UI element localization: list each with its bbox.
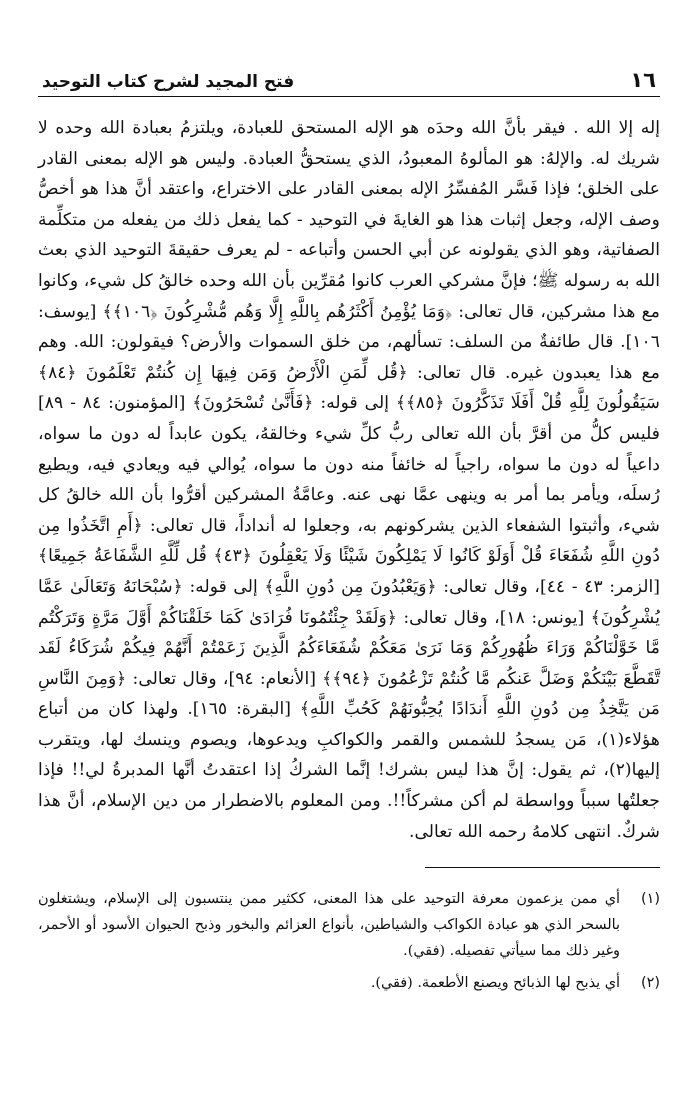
footnote-number: (٢) [641, 975, 660, 992]
page-number: ١٦ [630, 68, 656, 92]
footnotes [38, 886, 660, 996]
book-title: فتح المجيد لشرح كتاب التوحيد [42, 72, 295, 92]
footnote-text: أي يذبح لها الذبائح ويصنع الأطعمة. (فقي). [370, 975, 620, 992]
main-text [38, 113, 660, 847]
body-paragraph: إله إلا الله . فيقر بأنَّ الله وحدَه هو الإله المستحق للعبادة، ويلتزمُ بعبادة الله وحده لا شريك له. والإلهُ: هو المألوهُ المعبودُ، الذي يستحقُّ العبادة. وليس هو الإله بمعنى القادر على الخلق؛ فإذا فَسَّر المُفسِّرُ الإله بمعنى القادر على الاختراع، واعتقد أنَّ هذا هو أخصُّ وصف الإله، وجعل إثبات هذا هو الغايةَ في التوحيد - كما يفعل ذلك من يفعله من متكلِّمة الصفاتية، وهو الذي يقولونه عن أبي الحسن وأتباعه - لم يعرف حقيقةَ التوحيد الذي بعث الله به رسوله ﷺ؛ فإنَّ مشركي العرب كانوا مُقرِّين بأن الله وحده خالقُ كل شيء، وكانوا مع هذا مشركين، قال تعالى: ﴿وَمَا يُؤْمِنُ أَكْثَرُهُم بِاللَّهِ إِلَّا وَهُم مُّشْرِكُونَ ﴿١٠٦﴾﴾ [يوسف: ١٠٦]. قال طائفةٌ من السلف: تسألهم، من خلق السموات والأرض؟ فيقولون: الله. وهم مع هذا يعبدون غيره. قال تعالى: ﴿قُل لِّمَنِ الْأَرْضُ وَمَن فِيهَا إِن كُنتُمْ تَعْلَمُونَ ﴿٨٤﴾ سَيَقُولُونَ لِلَّهِ قُلْ أَفَلَا تَذَكَّرُونَ ﴿٨٥﴾﴾ إلى قوله: ﴿فَأَنَّىٰ تُسْحَرُونَ﴾ [المؤمنون: ٨٤ - ٨٩] فليس كلُّ من أقرَّ بأن الله تعالى ربُّ كلِّ شيء وخالقهُ، يكون عابداً له دون ما سواه، داعياً له دون ما سواه، راجياً له خائفاً منه دون ما سواه، يُوالي فيه ويعادي فيه، ويطيع رُسلَه، ويأمر بما أمر به وينهى عمَّا نهى عنه. وعامَّةُ المشركين أقرُّوا بأن الله خالقُ كل شيء، وأثبتوا الشفعاء الذين يشركونهم به، وجعلوا له أنداداً، قال تعالى: ﴿أَمِ اتَّخَذُوا مِن دُونِ اللَّهِ شُفَعَاءَ قُلْ أَوَلَوْ كَانُوا لَا يَمْلِكُونَ شَيْئًا وَلَا يَعْقِلُونَ ﴿٤٣﴾ قُل لِّلَّهِ الشَّفَاعَةُ جَمِيعًا﴾ [الزمر: ٤٣ - ٤٤]، وقال تعالى: ﴿وَيَعْبُدُونَ مِن دُونِ اللَّهِ﴾ إلى قوله: ﴿سُبْحَانَهُ وَتَعَالَىٰ عَمَّا يُشْرِكُونَ﴾ [يونس: ١٨]، وقال تعالى: ﴿وَلَقَدْ جِئْتُمُونَا فُرَادَىٰ كَمَا خَلَقْنَاكُمْ أَوَّلَ مَرَّةٍ وَتَرَكْتُم مَّا خَوَّلْنَاكُمْ وَرَاءَ ظُهُورِكُمْ وَمَا نَرَىٰ مَعَكُمْ شُفَعَاءَكُمُ الَّذِينَ زَعَمْتُمْ أَنَّهُمْ فِيكُمْ شُرَكَاءُ لَقَد تَّقَطَّعَ بَيْنَكُمْ وَضَلَّ عَنكُم مَّا كُنتُمْ تَزْعُمُونَ ﴿٩٤﴾﴾ [الأنعام: ٩٤]، وقال تعالى: ﴿وَمِنَ النَّاسِ مَن يَتَّخِذُ مِن دُونِ اللَّهِ أَندَادًا يُحِبُّونَهُمْ كَحُبِّ اللَّهِ﴾ [البقرة: ١٦٥]. ولهذا كان من أتباع هؤلاء(١)، مَن يسجدُ للشمس والقمر والكواكبِ ويدعوها، ويصوم وينسك لها، ويتقرب إليها(٢)، ثم يقول: إنَّ هذا ليس بشرك! إنَّما الشركُ إذا اعتقدتُ أنَّها المدبرةُ لي!! فإذا جعلتُها سبباً وواسطة لم أكن مشركاً!!. ومن المعلوم بالاضطرار من دين الإسلام، أنَّ هذا شركٌ. انتهى كلامهُ رحمه الله تعالى. [38, 118, 660, 842]
running-header [38, 58, 660, 97]
footnote-1 [38, 886, 660, 964]
footnote-divider [425, 867, 660, 868]
footnote-2 [38, 970, 660, 996]
footnote-text: أي ممن يزعمون معرفة التوحيد على هذا المعنى، ككثير ممن ينتسبون إلى الإسلام، ويشتغلون بالسحر الذي هو عبادة الكواكب والشياطين، بأنواع العزائم والبخور وذبح الحيوان الأسود أو الأحمر، وغير ذلك مما سيأتي تفصيله. (فقي). [38, 891, 620, 960]
book-page [38, 58, 660, 1088]
footnote-number: (١) [641, 891, 660, 908]
